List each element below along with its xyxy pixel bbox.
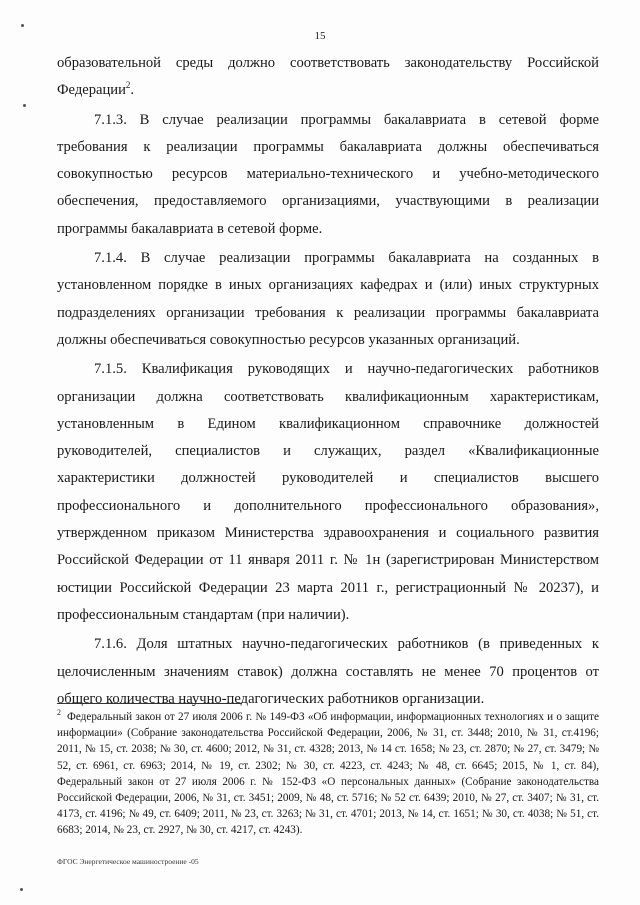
paragraph-7-1-6: 7.1.6. Доля штатных научно-педагогических работников (в приведенных к целочисленным значениям ставок) должна составлять не менее 70 процентов от общего количества научно-педагогических работников организации. <box>57 636 599 707</box>
footnote-mark: 2 <box>57 708 61 718</box>
paragraph-text: образовательной среды должно соответствовать законодательству Российской Федерации <box>57 55 599 99</box>
paragraph-7-1-5: 7.1.5. Квалификация руководящих и научно-педагогических работников организации должна соответствовать квалификационным характеристикам, установленным в Едином квалификационном справочнике должностей руководителей, специалистов и служащих, раздел «Квалификационные характеристики должностей руководителей и специалистов высшего профессионального и дополнительного профессионального образования», утвержденном приказом Министерства здравоохранения и социального развития Российской Федерации от 11 января 2011 г. № 1н (зарегистрирован Министерством юстиции Российской Федерации 23 марта 2011 г., регистрационный № 20237), и профессиональным стандартам (при наличии). <box>57 361 599 623</box>
paragraph-7-1-4: 7.1.4. В случае реализации программы бакалавриата на созданных в установленном порядке в иных организациях кафедрах и (или) иных структурных подразделениях организации требования к реализации программы бакалавриата должны обеспечиваться совокупностью ресурсов указанных организаций. <box>57 250 599 348</box>
page-number: 15 <box>314 30 326 42</box>
footnote-reference[interactable]: 2 <box>125 80 131 91</box>
paragraph-continuation <box>57 50 599 105</box>
body-text <box>57 50 599 713</box>
scan-speck <box>21 24 24 27</box>
page-footer: ФГОС Энергетическое машиностроение -05 <box>57 857 199 866</box>
sentence-end: . <box>130 82 135 99</box>
footnote-separator <box>57 703 242 704</box>
scan-speck <box>23 104 26 107</box>
paragraph-7-1-3: 7.1.3. В случае реализации программы бакалавриата в сетевой форме требования к реализации программы бакалавриата должны обеспечиваться совокупностью ресурсов материально-технического и учебно-методического обеспечения, предоставляемого организациями, участвующими в реализации программы бакалавриата в сетевой форме. <box>57 111 599 237</box>
scan-speck <box>20 888 23 891</box>
footnote <box>57 709 599 839</box>
footnote-text: Федеральный закон от 27 июля 2006 г. № 149-ФЗ «Об информации, информационных технологиях и о защите информации» (Собрание законодательства Российской Федерации, 2006, № 31, ст. 3448; 2010, № 31, ст.4196; 2011, № 15, ст. 2038; № 30, ст. 4600; 2012, № 31, ст. 4328; 2013, № 14 ст. 1658; № 23, ст. 2870; № 27, ст. 3479; № 52, ст. 6961, ст. 6963; 2014, № 19, ст. 2302; № 30, ст. 4223, ст. 4243; № 48, ст. 6645; 2015, № 1, ст. 84), Федеральный закон от 27 июля 2006 г. № 152-ФЗ «О персональных данных» (Собрание законодательства Российской Федерации, 2006, № 31, ст. 3451; 2009, № 48, ст. 5716; № 52 ст. 6439; 2010, № 27, ст. 3407; № 31, ст. 4173, ст. 4196; № 49, ст. 6409; 2011, № 23, ст. 3263; № 31, ст. 4701; 2013, № 14, ст. 1651; № 30, ст. 4038; № 51, ст. 6683; 2014, № 23, ст. 2927, № 30, ст. 4217, ст. 4243). <box>57 711 599 837</box>
